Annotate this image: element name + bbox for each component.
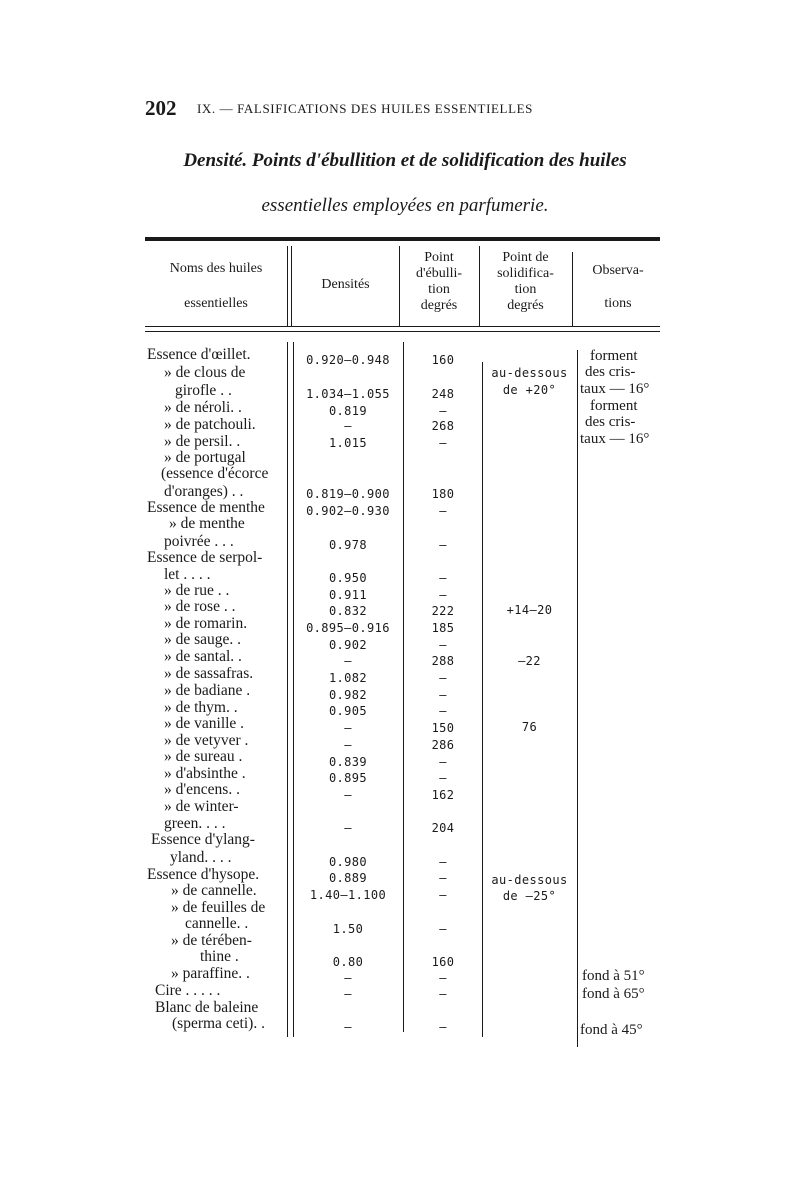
density-value: 1.082 <box>328 671 368 685</box>
density-value: — <box>344 654 352 668</box>
name-line: Essence d'hysope. <box>147 866 260 883</box>
observation-line: fond à 65° <box>582 986 645 1002</box>
name-line: Essence de serpol- <box>147 549 263 566</box>
name-line: d'oranges) . . <box>164 483 244 500</box>
running-head: IX. — FALSIFICATIONS DES HUILES ESSENTIELLES <box>197 101 533 116</box>
name-line: » de patchouli. <box>164 416 256 433</box>
density-value: 0.980 <box>328 855 368 869</box>
density-value: — <box>344 821 352 835</box>
boiling-point-value: — <box>439 588 447 602</box>
name-line: » de néroli. . <box>164 399 242 416</box>
boiling-point-value: — <box>439 855 447 869</box>
density-value: — <box>344 987 352 1001</box>
observation-line: taux — 16° <box>580 381 650 397</box>
boiling-point-value: — <box>439 688 447 702</box>
name-line: poivrée . . . <box>164 533 234 550</box>
name-line: yland. . . . <box>170 849 232 866</box>
boiling-point-value: — <box>439 987 447 1001</box>
boiling-point-value: 150 <box>431 721 455 735</box>
boiling-point-value: — <box>439 922 447 936</box>
name-line: Blanc de baleine <box>155 999 259 1016</box>
density-value: 1.50 <box>332 922 364 936</box>
boiling-point-value: — <box>439 571 447 585</box>
name-line: » de thym. . <box>164 699 238 716</box>
name-line: » de sassafras. <box>164 665 254 682</box>
table-top-rule <box>145 237 660 241</box>
boiling-point-value: 248 <box>431 387 455 401</box>
name-line: » de vanille . <box>164 715 245 732</box>
density-value: 0.839 <box>328 755 368 769</box>
observation-line: fond à 45° <box>580 1022 643 1038</box>
name-line: » de badiane . <box>164 682 251 699</box>
observation-line: fond à 51° <box>582 968 645 984</box>
density-value: 0.920—0.948 <box>306 353 390 367</box>
density-value: — <box>344 788 352 802</box>
name-line: Essence d'œillet. <box>147 346 251 363</box>
boiling-point-value: — <box>439 888 447 902</box>
name-line: » de feuilles de <box>171 899 266 916</box>
name-line: » de santal. . <box>164 648 242 665</box>
density-value: 1.015 <box>328 436 368 450</box>
name-line: » de sureau . <box>164 748 243 765</box>
density-value: 1.034—1.055 <box>306 387 390 401</box>
density-value: 1.40—1.100 <box>309 888 387 902</box>
density-value: 0.978 <box>328 538 368 552</box>
density-value: — <box>344 971 352 985</box>
boiling-point-value: 160 <box>431 955 455 969</box>
name-line: » d'absinthe . <box>164 765 246 782</box>
col-header-solidification: Point de solidifica- tion degrés <box>497 250 554 313</box>
name-line: » de rue . . <box>164 582 230 599</box>
table-title-line-1: Densité. Points d'ébullition et de solidification des huiles <box>183 150 627 171</box>
boiling-point-value: — <box>439 638 447 652</box>
density-value: 0.902 <box>328 638 368 652</box>
solidification-value: de +20° <box>502 383 557 397</box>
boiling-point-value: — <box>439 1020 447 1034</box>
observation-line: forment <box>590 348 638 364</box>
name-line: Essence d'ylang- <box>151 831 255 848</box>
boiling-point-value: 160 <box>431 353 455 367</box>
name-line: (essence d'écorce <box>161 465 269 482</box>
header-bottom-rule <box>145 326 660 327</box>
density-value: — <box>344 738 352 752</box>
boiling-point-value: — <box>439 504 447 518</box>
solidification-value: —22 <box>518 654 541 668</box>
name-line: green. . . . <box>164 815 226 832</box>
name-line: » de térében- <box>171 932 252 949</box>
name-line: » de menthe <box>169 515 245 532</box>
boiling-point-value: 222 <box>431 604 455 618</box>
boiling-point-value: 204 <box>431 821 455 835</box>
observation-line: forment <box>590 398 638 414</box>
boiling-point-value: — <box>439 771 447 785</box>
boiling-point-value: — <box>439 755 447 769</box>
column-rule <box>287 246 288 326</box>
name-line: » de romarin. <box>164 615 248 632</box>
density-value: — <box>344 1020 352 1034</box>
name-line: » de portugal <box>164 449 246 466</box>
observation-line: taux — 16° <box>580 431 650 447</box>
observation-line: des cris- <box>585 364 636 380</box>
boiling-point-value: — <box>439 971 447 985</box>
boiling-point-value: 185 <box>431 621 455 635</box>
boiling-point-value: 268 <box>431 419 455 433</box>
solidification-value: de —25° <box>502 889 557 903</box>
col-header-noms: Noms des huiles essentielles <box>169 261 263 311</box>
name-line: » de vetyver . <box>164 732 249 749</box>
page-header <box>145 96 665 126</box>
boiling-point-value: 288 <box>431 654 455 668</box>
col-header-densites: Densités <box>321 277 370 292</box>
name-line: » de clous de <box>164 364 246 381</box>
name-line: thine . <box>200 948 239 965</box>
boiling-point-value: — <box>439 436 447 450</box>
boiling-point-value: — <box>439 671 447 685</box>
name-line: girofle . . <box>175 382 232 399</box>
name-line: » de rose . . <box>164 598 236 615</box>
solidification-value: au-dessous <box>491 873 568 887</box>
boiling-point-value: 286 <box>431 738 455 752</box>
column-rule <box>287 342 288 1037</box>
boiling-point-value: 180 <box>431 487 455 501</box>
column-rule <box>482 362 483 1037</box>
column-rule <box>577 350 578 1047</box>
density-value: — <box>344 721 352 735</box>
density-value: 0.982 <box>328 688 368 702</box>
name-line: » de persil. . <box>164 433 241 450</box>
name-line: cannelle. . <box>185 915 249 932</box>
density-value: 0.895 <box>328 771 368 785</box>
name-line: Cire . . . . . <box>155 982 221 999</box>
observation-line: des cris- <box>585 414 636 430</box>
density-value: 0.889 <box>328 871 368 885</box>
page-number: 202 <box>145 96 177 120</box>
name-line: » de cannelle. <box>171 882 257 899</box>
boiling-point-value: — <box>439 404 447 418</box>
name-line: » paraffine. . <box>171 965 250 982</box>
name-line: » de winter- <box>164 798 239 815</box>
table-title-line-2: essentielles employées en parfumerie. <box>261 195 549 216</box>
density-value: — <box>344 419 352 433</box>
density-value: 0.819 <box>328 404 368 418</box>
density-value: 0.911 <box>328 588 368 602</box>
solidification-value: 76 <box>521 720 538 734</box>
header-bottom-rule-double <box>145 331 660 332</box>
boiling-point-value: — <box>439 704 447 718</box>
density-value: 0.902—0.930 <box>306 504 390 518</box>
col-header-ebullition: Point d'ébulli- tion degrés <box>415 250 463 313</box>
boiling-point-value: — <box>439 871 447 885</box>
density-value: 0.832 <box>328 604 368 618</box>
solidification-value: au-dessous <box>491 366 568 380</box>
density-value: 0.819—0.900 <box>306 487 390 501</box>
col-header-observations: Observa- tions <box>592 263 644 311</box>
solidification-value: +14—20 <box>506 603 553 617</box>
boiling-point-value: 162 <box>431 788 455 802</box>
density-value: 0.80 <box>332 955 364 969</box>
boiling-point-value: — <box>439 538 447 552</box>
density-value: 0.895—0.916 <box>306 621 390 635</box>
name-line: let . . . . <box>164 566 211 583</box>
name-line: Essence de menthe <box>147 499 265 516</box>
name-line: » de sauge. . <box>164 631 242 648</box>
density-value: 0.950 <box>328 571 368 585</box>
name-line: » d'encens. . <box>164 781 240 798</box>
density-value: 0.905 <box>328 704 368 718</box>
name-line: (sperma ceti). . <box>172 1015 265 1032</box>
